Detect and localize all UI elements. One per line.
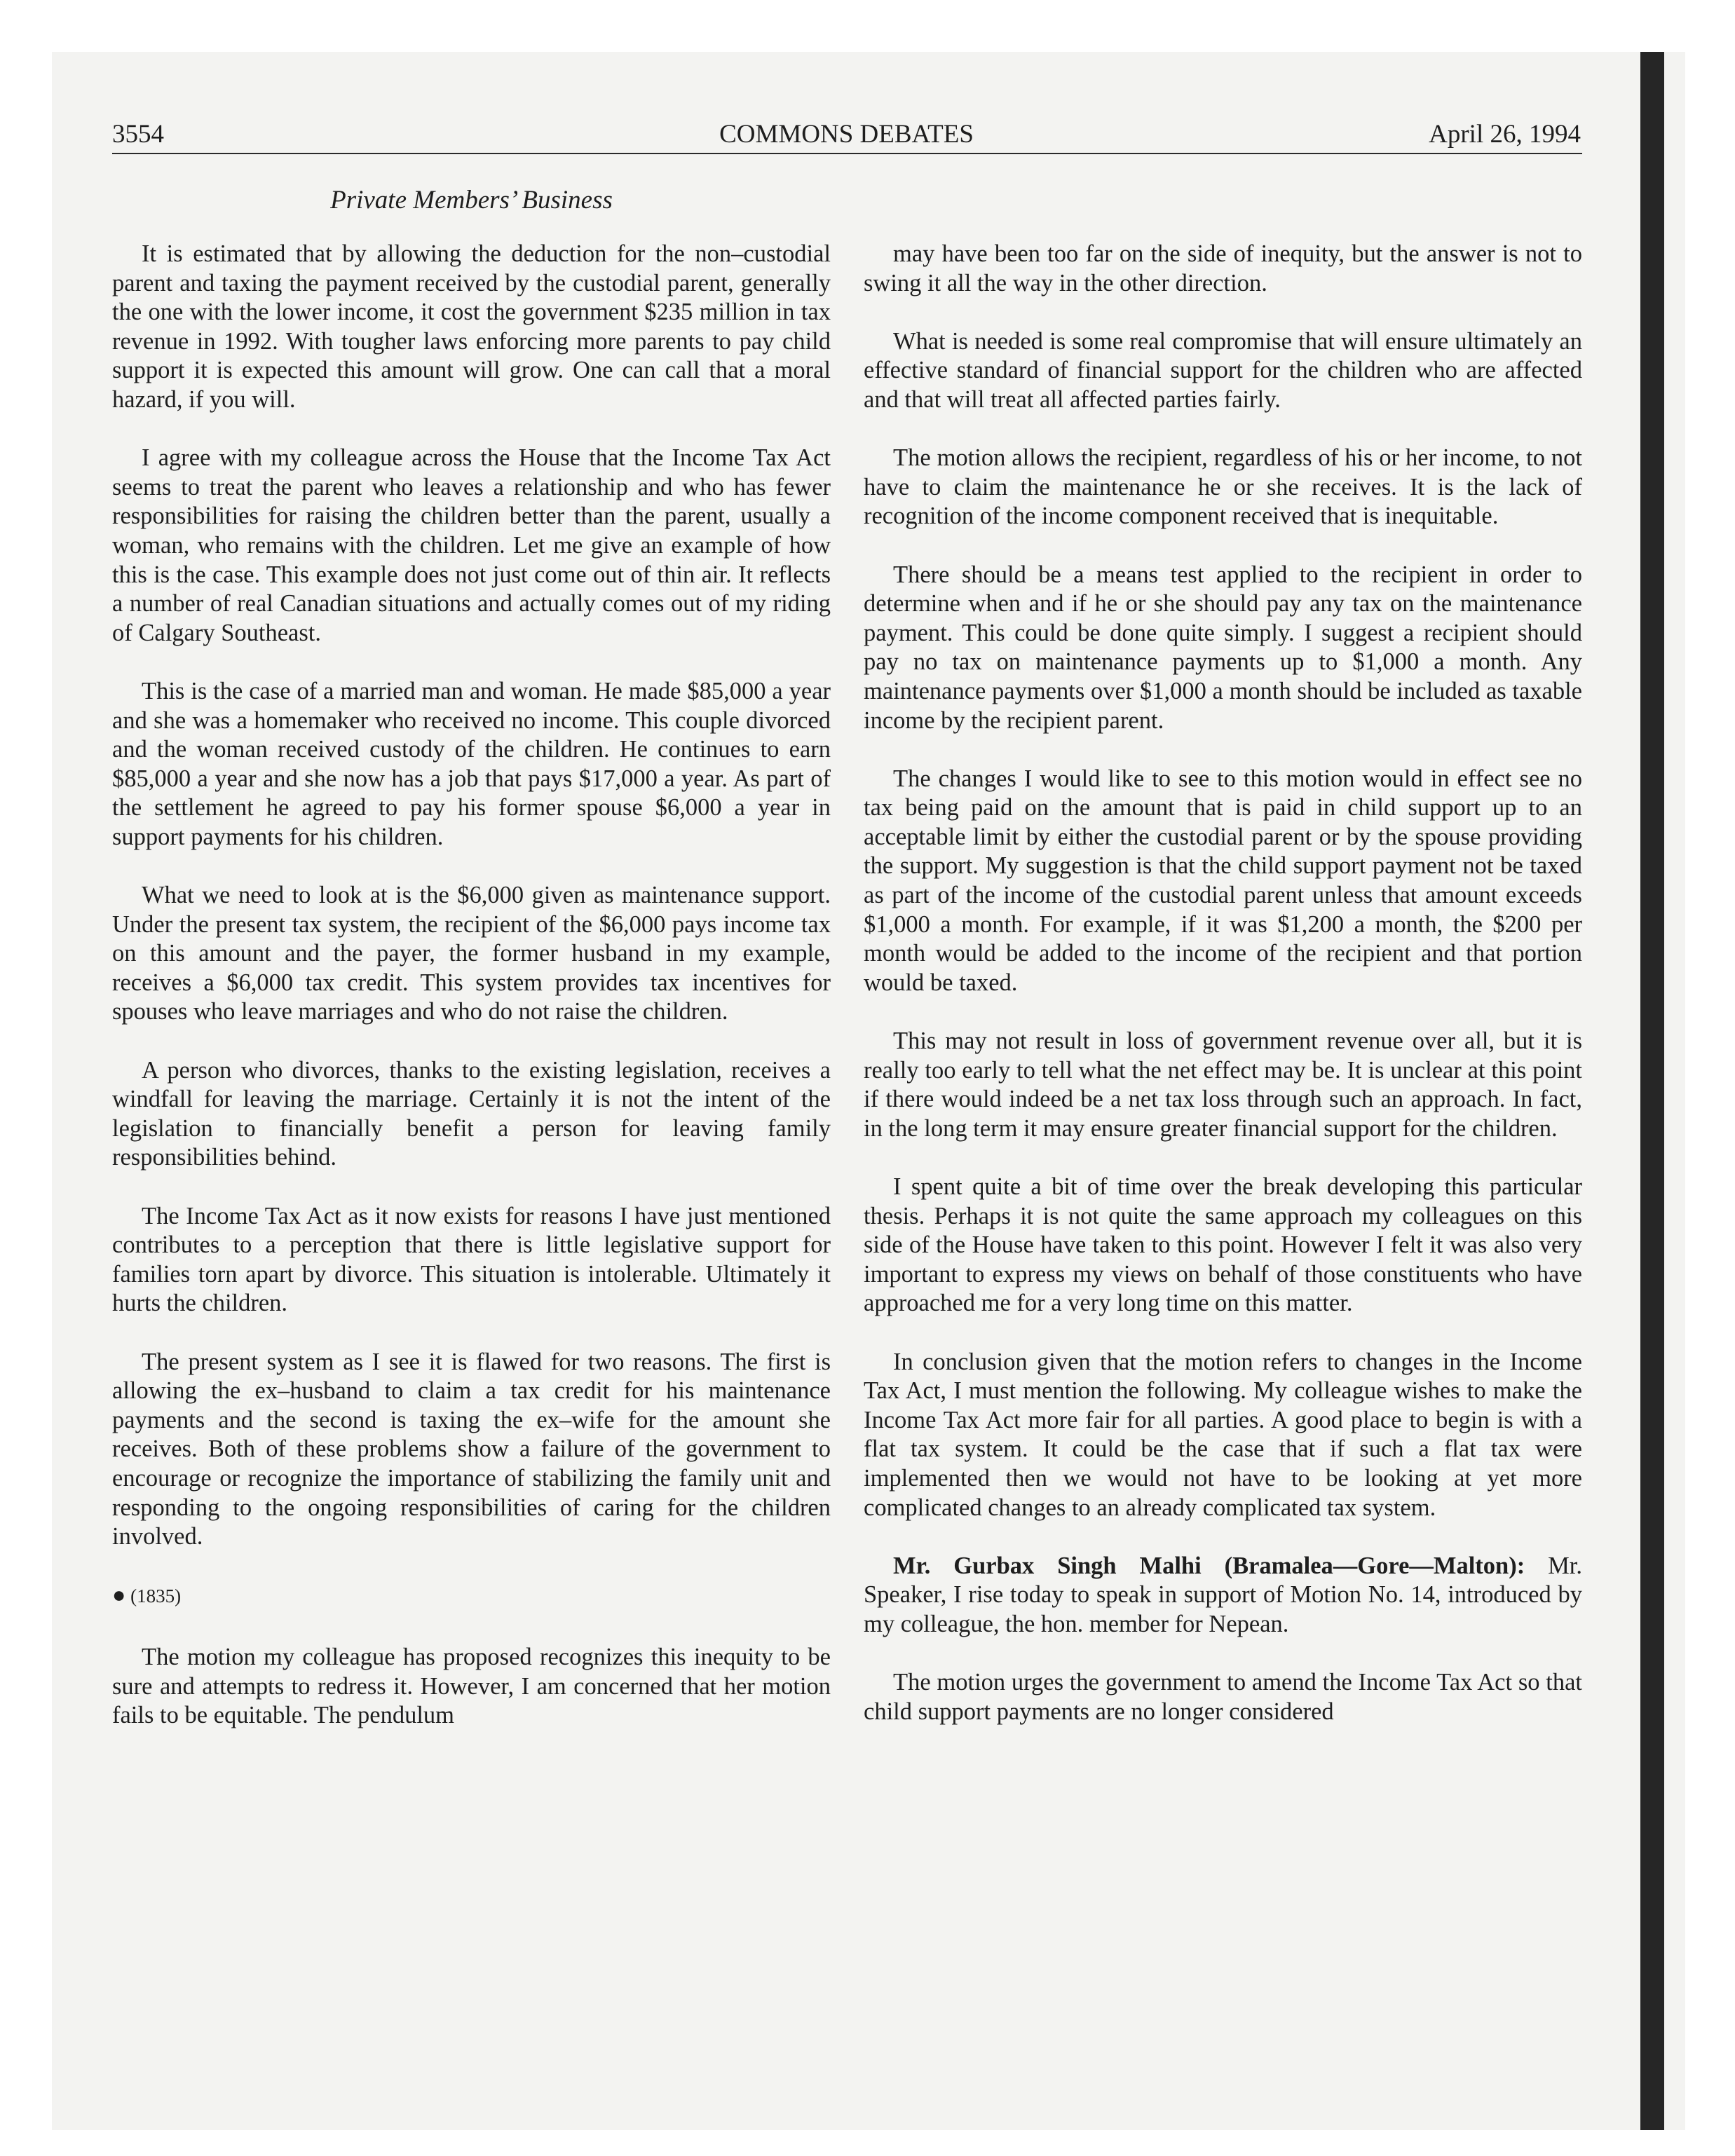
bullet-icon: ● [112,1582,126,1608]
time-marker [112,1581,831,1611]
publication-title: COMMONS DEBATES [719,120,974,149]
paragraph: It is estimated that by allowing the deduction for the non–custodial parent and taxing the payment received by the custodial parent, generally the one with the lower income, it cost the government $235 million in tax revenue in 1992. With tougher laws enforcing more parents to pay child support it is expected this amount will grow. One can call that a moral hazard, if you will. [112,240,831,413]
left-column [112,240,831,1759]
page-header [112,118,1581,151]
paragraph: In conclusion given that the motion refers to changes in the Income Tax Act, I must mention the following. My colleague wishes to make the Income Tax Act more fair for all parties. A good place to begin is with a flat tax system. It could be the case that if such a flat tax were implemented then we would not have to be looking at yet more complicated changes to an already complicated tax system. [864,1348,1582,1521]
page-number: 3554 [112,120,164,149]
speech-text: Mr. Speaker, I rise today to speak in support of Motion No. 14, introduced by my colleague, the hon. member for Nepean. [864,1552,1582,1637]
paragraph: I spent quite a bit of time over the break developing this particular thesis. Perhaps it is not quite the same approach my colleagues on this side of the House have taken to this point. However I felt it was also very important to express my views on behalf of those constituents who have approached me for a very long time on this matter. [864,1173,1582,1317]
paragraph: The present system as I see it is flawed for two reasons. The first is allowing the ex–husband to claim a tax credit for his maintenance payments and the second is taxing the ex–wife for the amount she receives. Both of these problems show a failure of the government to encourage or recognize the importance of stabilizing the family unit and responding to the ongoing responsibilities of caring for the children involved. [112,1348,831,1550]
paragraph: What is needed is some real compromise that will ensure ultimately an effective standard of financial support for the children who are affected and that will treat all affected parties fairly. [864,327,1582,413]
paragraph: A person who divorces, thanks to the existing legislation, receives a windfall for leaving the marriage. Certainly it is not the intent of the legislation to financially benefit a person for leaving family responsibilities behind. [112,1056,831,1171]
section-title: Private Members’ Business [330,186,613,214]
header-rule [112,153,1582,154]
time-stamp: (1835) [130,1585,182,1607]
scan-edge-shadow [1640,52,1664,2130]
speaker-name: Mr. Gurbax Singh Malhi (Bramalea—Gore—Malton): [893,1552,1525,1579]
speech-paragraph [864,1552,1582,1639]
publication-date: April 26, 1994 [1429,120,1581,149]
right-column [864,240,1582,1756]
paragraph: may have been too far on the side of inequity, but the answer is not to swing it all the way in the other direction. [864,240,1582,296]
paragraph: This is the case of a married man and woman. He made $85,000 a year and she was a homemaker who received no income. This couple divorced and the woman received custody of the children. He continues to earn $85,000 a year and she now has a job that pays $17,000 a year. As part of the settlement he agreed to pay his former spouse $6,000 a year in support payments for his children. [112,677,831,850]
paragraph: I agree with my colleague across the House that the Income Tax Act seems to treat the parent who leaves a relationship and who has fewer responsibilities for raising the children better than the parent, usually a woman, who remains with the children. Let me give an example of how this is the case. This example does not just come out of thin air. It reflects a number of real Canadian situations and actually comes out of my riding of Calgary Southeast. [112,444,831,646]
paragraph: The motion urges the government to amend the Income Tax Act so that child support payments are no longer considered [864,1669,1582,1725]
paragraph: There should be a means test applied to the recipient in order to determine when and if he or she should pay any tax on the maintenance payment. This could be done quite simply. I suggest a recipient should pay no tax on maintenance payments up to $1,000 a month. Any maintenance payments over $1,000 a month should be included as taxable income by the recipient parent. [864,561,1582,734]
paragraph: The motion allows the recipient, regardless of his or her income, to not have to claim the maintenance he or she receives. It is the lack of recognition of the income component received that is inequitable. [864,444,1582,530]
paragraph: This may not result in loss of government revenue over all, but it is really too early to tell what the net effect may be. It is unclear at this point if there would indeed be a net tax loss through such an approach. In fact, in the long term it may ensure greater financial support for the children. [864,1028,1582,1142]
paragraph: The Income Tax Act as it now exists for reasons I have just mentioned contributes to a perception that there is little legislative support for families torn apart by divorce. This situation is intolerable. Ultimately it hurts the children. [112,1202,831,1317]
paragraph: The motion my colleague has proposed recognizes this inequity to be sure and attempts to redress it. However, I am concerned that her motion fails to be equitable. The pendulum [112,1643,831,1729]
paragraph: What we need to look at is the $6,000 given as maintenance support. Under the present tax system, the recipient of the $6,000 pays income tax on this amount and the payer, the former husband in my example, receives a $6,000 tax credit. This system provides tax incentives for spouses who leave marriages and who do not raise the children. [112,882,831,1025]
paragraph: The changes I would like to see to this motion would in effect see no tax being paid on the amount that is paid in child support up to an acceptable limit by either the custodial parent or by the spouse providing the support. My suggestion is that the child support payment not be taxed as part of the income of the custodial parent unless that amount exceeds $1,000 a month. For example, if it was $1,200 a month, the $200 per month would be added to the income of the recipient and that portion would be taxed. [864,765,1582,996]
